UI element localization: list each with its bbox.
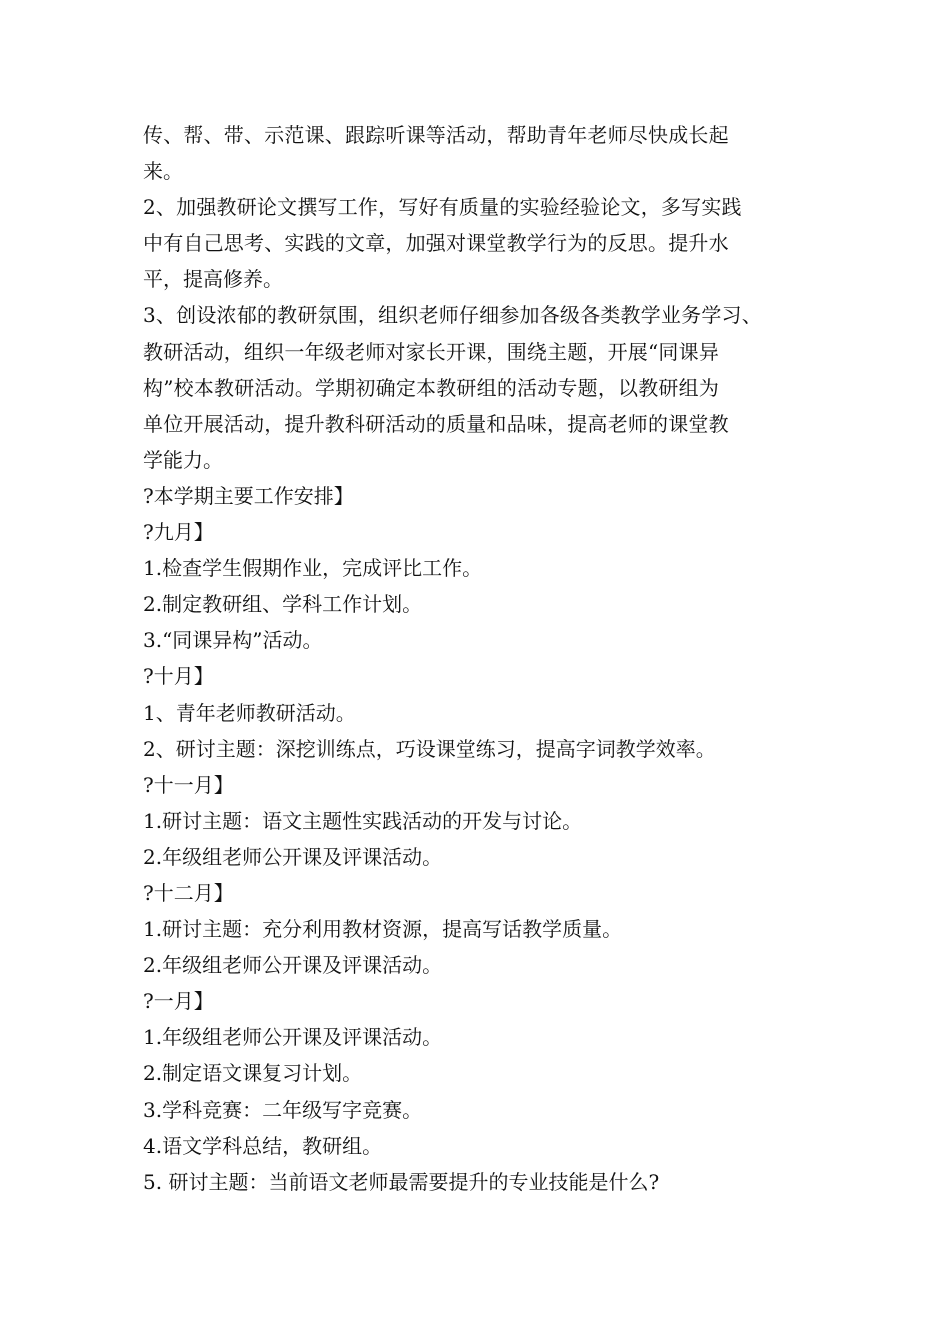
month-heading: ?十一月】 (143, 772, 234, 797)
list-item: 3.学科竞赛：二年级写字竞赛。 (143, 1097, 423, 1122)
list-item: 4.语文学科总结，教研组。 (143, 1133, 383, 1158)
month-heading: ?九月】 (143, 520, 214, 545)
list-item: 2.年级组老师公开课及评课活动。 (143, 844, 443, 869)
list-item: 1.检查学生假期作业，完成评比工作。 (143, 556, 483, 581)
text-line: 单位开展活动，提升教科研活动的质量和品味，提高老师的课堂教 (143, 411, 729, 436)
text-line: 平，提高修养。 (143, 267, 283, 292)
text-line: 来。 (143, 159, 183, 184)
list-item: 2、研讨主题：深挖训练点，巧设课堂练习，提高字词教学效率。 (143, 736, 716, 761)
text-line: 2、加强教研论文撰写工作，写好有质量的实验经验论文，多写实践 (143, 195, 742, 220)
list-item: 1.研讨主题：语文主题性实践活动的开发与讨论。 (143, 808, 583, 833)
text-line: 学能力。 (143, 447, 223, 472)
text-line: 教研活动，组织一年级老师对家长开课，围绕主题，开展“同课异 (143, 339, 720, 364)
document-body (143, 117, 815, 1200)
list-item: 5. 研讨主题：当前语文老师最需要提升的专业技能是什么? (143, 1169, 660, 1194)
list-item: 2.年级组老师公开课及评课活动。 (143, 953, 443, 978)
list-item: 2.制定教研组、学科工作计划。 (143, 592, 423, 617)
month-heading: ?十二月】 (143, 880, 234, 905)
list-item: 1、青年老师教研活动。 (143, 700, 356, 725)
text-line: 构”校本教研活动。学期初确定本教研组的活动专题，以教研组为 (143, 375, 720, 400)
section-heading: ?本学期主要工作安排】 (143, 483, 354, 508)
month-heading: ?一月】 (143, 989, 214, 1014)
list-item: 1.年级组老师公开课及评课活动。 (143, 1025, 443, 1050)
month-heading: ?十月】 (143, 664, 214, 689)
list-item: 3.“同课异构”活动。 (143, 628, 323, 653)
text-line: 传、帮、带、示范课、跟踪听课等活动，帮助青年老师尽快成长起 (143, 123, 729, 147)
list-item: 1.研讨主题：充分利用教材资源，提高写话教学质量。 (143, 917, 623, 942)
text-line: 中有自己思考、实践的文章，加强对课堂教学行为的反思。提升水 (143, 231, 729, 256)
list-item: 2.制定语文课复习计划。 (143, 1061, 363, 1086)
text-line: 3、创设浓郁的教研氛围，组织老师仔细参加各级各类教学业务学习、 (143, 303, 762, 328)
